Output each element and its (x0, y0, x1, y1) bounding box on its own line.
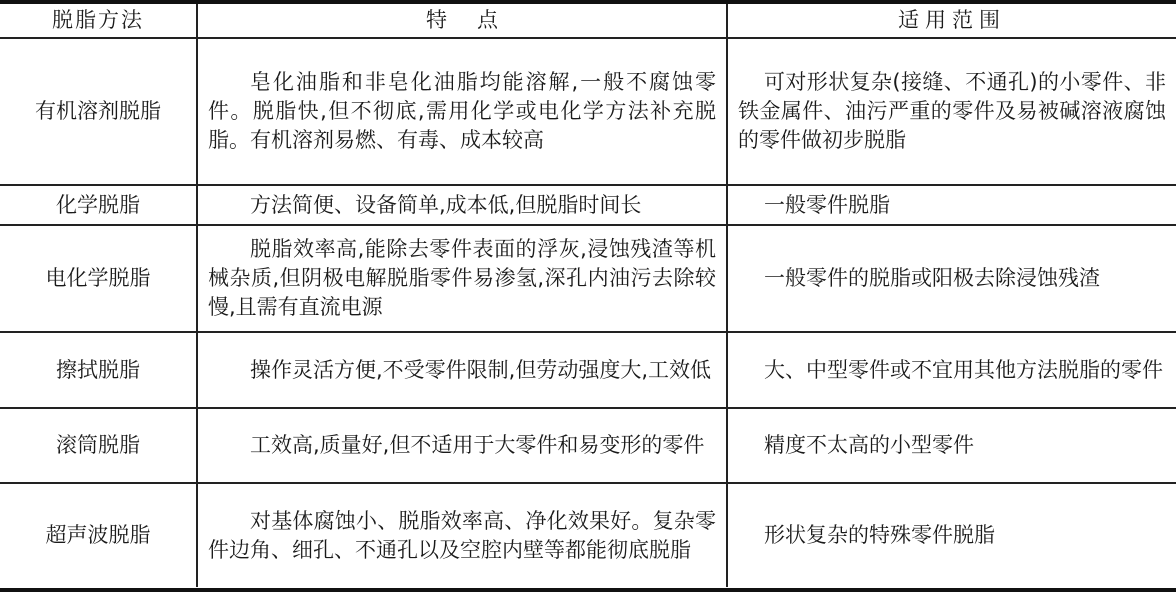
method-cell: 擦拭脱脂 (0, 332, 197, 408)
table-row (0, 185, 1176, 225)
table-row (0, 483, 1176, 587)
feature-cell: 工效高,质量好,但不适用于大零件和易变形的零件 (197, 408, 727, 483)
method-cell: 电化学脱脂 (0, 225, 197, 332)
header-scope: 适用范围 (727, 4, 1176, 38)
feature-cell: 皂化油脂和非皂化油脂均能溶解,一般不腐蚀零件。脱脂快,但不彻底,需用化学或电化学方法补充脱脂。有机溶剂易燃、有毒、成本较高 (197, 38, 727, 185)
feature-cell: 脱脂效率高,能除去零件表面的浮灰,浸蚀残渣等机械杂质,但阴极电解脱脂零件易渗氢,深孔内油污去除较慢,且需有直流电源 (197, 225, 727, 332)
table-row (0, 38, 1176, 185)
method-cell: 化学脱脂 (0, 185, 197, 225)
feature-cell: 操作灵活方便,不受零件限制,但劳动强度大,工效低 (197, 332, 727, 408)
table-header-row (0, 4, 1176, 38)
method-cell: 超声波脱脂 (0, 483, 197, 587)
feature-cell: 方法简便、设备简单,成本低,但脱脂时间长 (197, 185, 727, 225)
scope-cell: 一般零件脱脂 (727, 185, 1176, 225)
method-cell: 有机溶剂脱脂 (0, 38, 197, 185)
header-feature: 特点 (197, 4, 727, 38)
scope-cell: 精度不太高的小型零件 (727, 408, 1176, 483)
table-row (0, 408, 1176, 483)
scope-cell: 可对形状复杂(接缝、不通孔)的小零件、非铁金属件、油污严重的零件及易被碱溶液腐蚀的零件做初步脱脂 (727, 38, 1176, 185)
method-cell: 滚筒脱脂 (0, 408, 197, 483)
degreasing-methods-table (0, 4, 1176, 587)
header-method: 脱脂方法 (0, 4, 197, 38)
table-row (0, 225, 1176, 332)
scope-cell: 形状复杂的特殊零件脱脂 (764, 523, 995, 547)
scope-cell: 大、中型零件或不宜用其他方法脱脂的零件 (727, 332, 1176, 408)
scope-cell: 一般零件的脱脂或阳极去除浸蚀残渣 (727, 225, 1176, 332)
feature-cell: 对基体腐蚀小、脱脂效率高、净化效果好。复杂零件边角、细孔、不通孔以及空腔内壁等都能彻底脱脂 (197, 483, 727, 587)
table-row (0, 332, 1176, 408)
